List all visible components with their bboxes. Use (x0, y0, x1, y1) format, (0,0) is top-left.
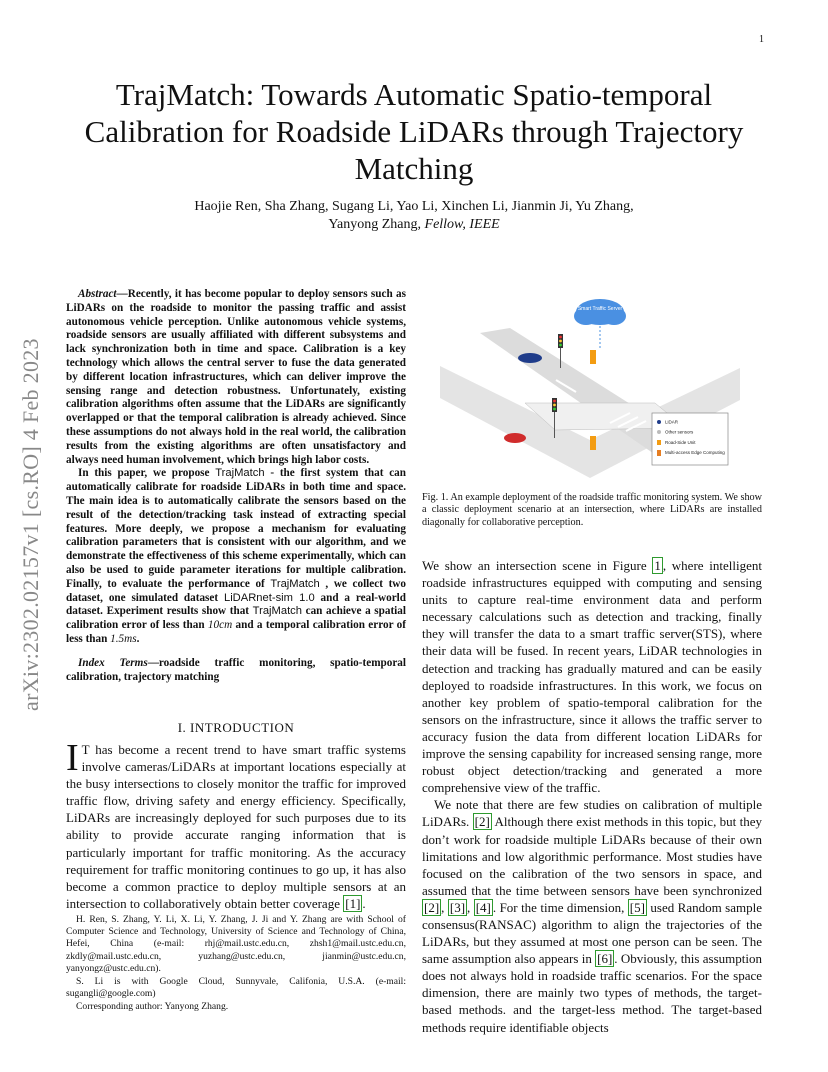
authors-line-1: Haojie Ren, Sha Zhang, Sugang Li, Yao Li, Xinchen Li, Jianmin Ji, Yu Zhang, (194, 199, 634, 214)
abstract-label: Abstract (78, 288, 117, 300)
legend-rsu: Road-Side Unit (665, 440, 696, 445)
footnotes (66, 914, 406, 1015)
footnote-google: S. Li is with Google Cloud, Sunnyvale, Califonia, U.S.A. (e-mail: sugangli@google.com) (66, 976, 406, 1000)
citation-link[interactable]: [1] (345, 895, 361, 911)
paragraph-related: We note that there are few studies on calibration of multiple LiDARs. [2] Although there exist methods in this topic, but they don’t work for roadside multiple LiDARs because of their own limitations and low algorithmic performance. Most studies have focused on the calibration of the two sensors in space, and assumed that the time between sensors have been synchronized [2] , [3] , [4] . For the time dimension, [5] used Random sample consensus(RANSAC) algorithm to align the trajectories of the LiDARs, but they assumed at most one person can be seen. The same assumption also appears in [6] . Obviously, this assumption does not always hold in roadside traffic scenarios. For the space dimension, there are mainly two types of methods, the target-based methods. and the target-less method. The target-based methods require identifiable objects (422, 797, 762, 1035)
roadside-unit-icon (590, 436, 596, 450)
abstract (66, 288, 406, 684)
arxiv-watermark: arXiv:2302.02157v1 [cs.RO] 4 Feb 2023 (18, 338, 43, 712)
footnote-corresponding: Corresponding author: Yanyong Zhang. (76, 1001, 229, 1013)
citation-link[interactable]: [3] (449, 899, 466, 915)
legend-lidar: LiDAR (665, 419, 679, 425)
paragraph-intersection: We show an intersection scene in Figure 1 , where intelligent roadside infrastructures equipped with computing and sensing units to capture real-time environment data and perform necessary calculations such as detection and tracking, finally they will transfer the data to a smart traffic server(STS), where their data will be fused. In recent years, LiDAR technologies in detection and tracking has gradually matured and can be easily deployed to roadside infrastructures. In this work, we focus on another key problem of spatio-temporal calibration for the sensors on the infrastructure, since it allows the traffic server to accuracy fusion the data from different location LiDARs for improve the sensing capability for increased sensing range, more robust object detection/tracking and generated a more comprehensive view of the traffic. (422, 558, 762, 796)
paper-title: TrajMatch: Towards Automatic Spatio-temporal Calibration for Roadside LiDARs through Trajectory Matching (84, 77, 744, 186)
page-number: 1 (759, 34, 764, 45)
roadside-unit-icon (590, 350, 596, 364)
authors-line-2: Yanyong Zhang, Fellow, IEEE (328, 217, 500, 232)
legend-other: Other sensors (665, 429, 694, 435)
car-icon (504, 433, 526, 443)
citation-link[interactable]: [2] (424, 899, 440, 915)
index-terms: Index Terms—roadside traffic monitoring, spatio-temporal calibration, trajectory matching (66, 656, 406, 683)
index-terms-label: Index Terms (78, 656, 148, 669)
figure-caption: Fig. 1. An example deployment of the roadside traffic monitoring system. We show a classic deployment scenario at an intersection, where LiDARs are installed diagonally for collaborative perception. (422, 492, 762, 528)
intro-body-right (422, 557, 762, 1036)
section-heading: I. INTRODUCTION (177, 720, 295, 735)
citation-link[interactable]: [5] (629, 899, 645, 915)
footnote-affiliation: H. Ren, S. Zhang, Y. Li, X. Li, Y. Zhang, J. Ji and Y. Zhang are with School of Computer Science and Technology, University of Science and Technology of China, Hefei, China (e-mail: rhj@mail.ustc.edu.cn, zhsh1@mail.ustc.edu.cn, zkdly@mail.ustc.edu.cn, yuzhang@ustc.edu.cn, jianmin@ustc.edu.cn, yanyongz@ustc.edu.cn). (66, 914, 406, 974)
citation-link[interactable]: [6] (597, 951, 613, 967)
citation-link[interactable]: [4] (475, 899, 491, 915)
figure-link[interactable]: 1 (654, 558, 661, 573)
fellow-ieee: Fellow, IEEE (424, 217, 500, 232)
intro-paragraph: I T has become a recent trend to have smart traffic systems involve cameras/LiDARs at important locations especially at the busy intersections to closely monitor the traffic for improved traffic flow, driving safety and energy efficiency. Specifically, LiDARs are increasingly deployed for such purposes due to its ability to provide accurate ranging information that is particularly important for traffic monitoring. As the accuracy requirement for traffic monitoring continues to go up, it has also become a common practice to deploy multiple sensors at an intersection to collaboratively obtain better coverage [1] . (66, 737, 406, 911)
car-icon (518, 353, 542, 363)
citation-link[interactable]: [2] (474, 814, 490, 830)
abstract-para-1: Abstract—Recently, it has become popular to deploy sensors such as LiDARs on the roadside to monitor the passing traffic and assist autonomous vehicle perception. Unlike autonomous vehicle systems, roadside sensors are usually affiliated with different subsystems and lack synchronization both in time and space. Calibration is a key technology which allows the central server to fuse the data generated by different location infrastructures, which can deliver improve the sensing range and detection robustness. Unfortunately, existing calibration algorithms often assume that the LiDARs are significantly overlapped or that the temporal calibration is already achieved. Since these assumptions do not always hold in the real world, the calibration results from the existing algorithms are often unsatisfactory and always need human involvement, which brings high labor costs. (66, 288, 406, 466)
abstract-para-2: In this paper, we propose TrajMatch - the first system that can automatically calibrate for roadside LiDARs in both time and space. The main idea is to automatically calibrate the sensors based on the result of the detection/tracking task instead of extracting special features. More deeply, we propose a mechanism for evaluating calibration parameters that is consistent with our algorithm, and we demonstrate the effectiveness of this scheme experimentally, which can also be used to guide parameter iterations for multiple calibration. Finally, to evaluate the performance of TrajMatch , we collect two dataset, one simulated dataset LiDARnet-sim 1.0 and a real-world dataset. Experiment results show that TrajMatch can achieve a spatial calibration error of less than 10cm and a temporal calibration error of less than 1.5ms. (66, 467, 407, 645)
server-label: Smart Traffic Server (577, 306, 623, 312)
intersection-figure (440, 288, 740, 478)
legend-mec: Multi-access Edge Computing (665, 450, 725, 455)
figure-legend (652, 413, 728, 465)
drop-cap: I (66, 737, 79, 779)
author-list (60, 198, 768, 234)
